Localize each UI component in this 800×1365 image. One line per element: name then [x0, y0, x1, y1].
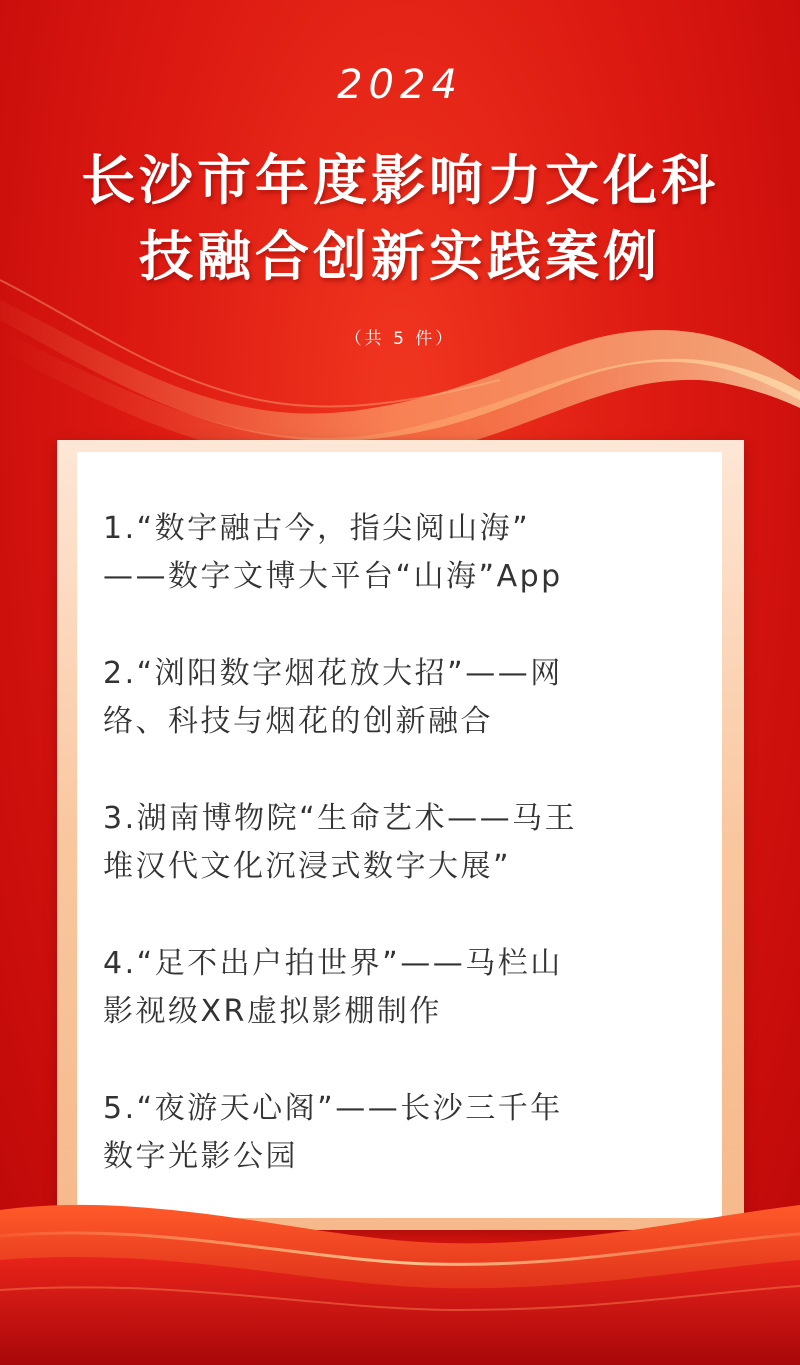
bottom-wave-decoration [0, 1150, 800, 1365]
case-list [103, 505, 693, 1230]
case-2-line-2: 络、科技与烟花的创新融合 [103, 704, 493, 739]
case-1-line-2: ——数字文博大平台“山海”App [103, 559, 563, 594]
list-item-case-1 [103, 505, 693, 601]
case-4-line-2: 影视级XR虚拟影棚制作 [103, 994, 442, 1029]
case-5-line-1: 5.“夜游天心阁”——长沙三千年 [103, 1091, 563, 1126]
case-4-line-1: 4.“足不出户拍世界”——马栏山 [103, 946, 563, 981]
list-item-case-4 [103, 940, 693, 1036]
title-line-2: 技融合创新实践案例 [139, 225, 661, 288]
case-5-line-2: 数字光影公园 [103, 1139, 298, 1174]
list-item-case-3 [103, 795, 693, 891]
case-count: （共 5 件） [344, 329, 456, 349]
list-item-case-2 [103, 650, 693, 746]
case-2-line-1: 2.“浏阳数字烟花放大招”——网 [103, 656, 563, 691]
case-1-line-1: 1.“数字融古今，指尖阅山海” [103, 511, 531, 546]
case-3-line-1: 3.湖南博物院“生命艺术——马王 [103, 801, 578, 836]
year-heading: 2024 [337, 62, 463, 108]
title-line-1: 长沙市年度影响力文化科 [81, 149, 719, 212]
case-3-line-2: 堆汉代文化沉浸式数字大展” [103, 849, 512, 884]
